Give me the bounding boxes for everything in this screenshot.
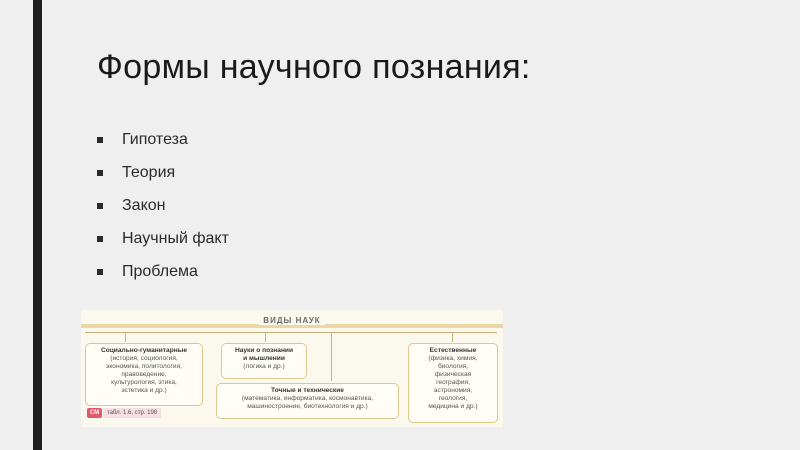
bullet-label: Проблема [122,262,198,280]
bullet-label: Научный факт [122,229,229,247]
box-body: (история, социология, экономика, политология, правоведение, культурология, этика, эстетика и др.) [105,355,183,394]
bullet-label: Гипотеза [122,130,188,148]
box-body: (логика и др.) [243,363,285,370]
bullet-label: Теория [122,163,176,181]
box-heading: Социально-гуманитарные [100,347,188,354]
slide-title: Формы научного познания: [97,48,531,86]
bullet-square-icon [97,137,103,143]
reference-badge: СМ [87,408,102,418]
box-exact-technical [216,383,399,419]
bullet-square-icon [97,170,103,176]
bullet-square-icon [97,236,103,242]
box-cognition-sciences [221,343,307,379]
bullet-item [97,255,229,288]
bullet-item [97,123,229,156]
science-types-diagram [81,310,503,427]
connector-line [125,332,126,342]
bullet-item [97,189,229,222]
bullet-square-icon [97,203,103,209]
box-social-humanitarian [85,343,203,406]
connector-line [452,332,453,342]
connector-line [85,332,497,333]
box-body: (физика, химия, биология, физическая география, астрономия, геология, медицина и др.) [428,355,478,410]
box-heading: Естественные [429,347,477,354]
box-body: (математика, информатика, космонавтика, машиностроение, биотехнология и др.) [241,395,374,410]
bullet-item [97,156,229,189]
connector-line [265,332,266,342]
reference-text: табл. 1.6, стр. 198 [103,408,161,418]
box-natural-sciences [408,343,498,423]
connector-line [331,332,332,381]
bullet-list [97,123,229,288]
box-heading: Науки о познании и мышлении [234,347,294,362]
bullet-label: Закон [122,196,166,214]
bullet-square-icon [97,269,103,275]
diagram-title: ВИДЫ НАУК [81,316,503,325]
bullet-item [97,222,229,255]
box-heading: Точные и технические [271,387,344,394]
left-accent-bar [33,0,42,450]
